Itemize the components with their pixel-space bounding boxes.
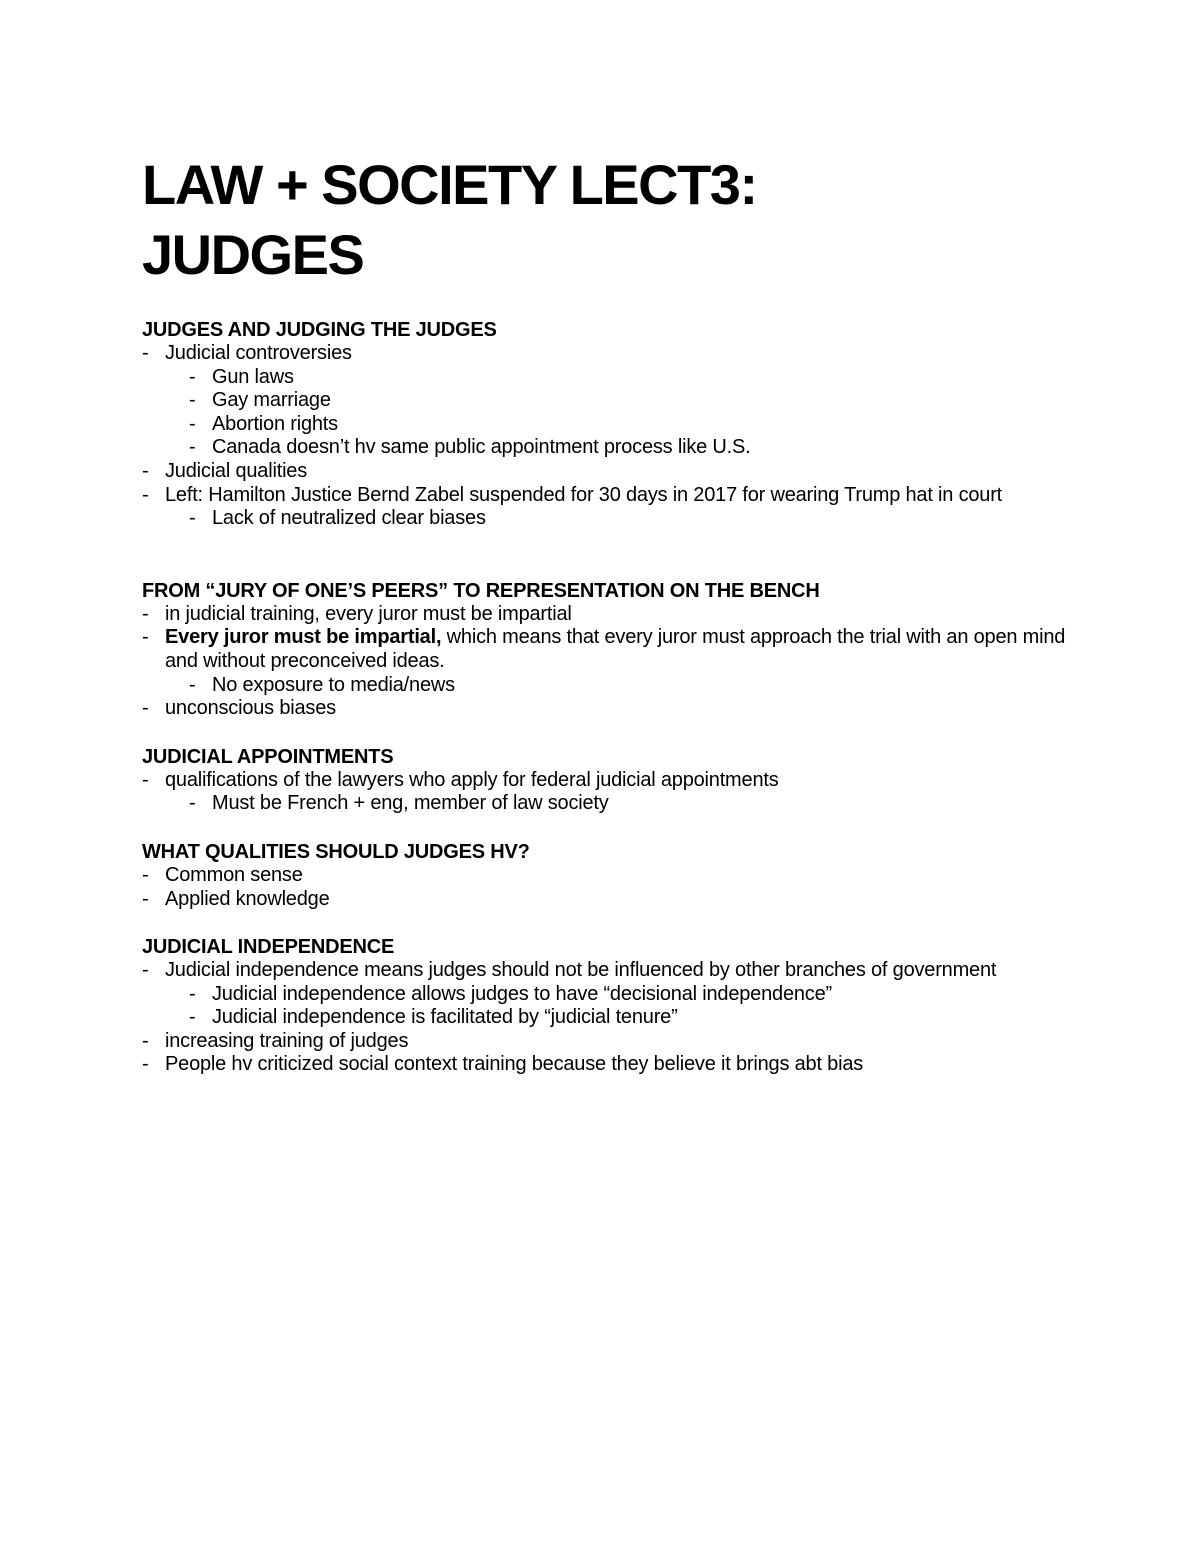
section-judicial-appointments bbox=[142, 745, 1082, 816]
list-item: - Judicial controversies bbox=[142, 342, 352, 364]
list-item: - increasing training of judges bbox=[142, 1029, 409, 1052]
list-item: - Every juror must be impartial, which means that every juror must approach the trial with an open mind and without preconceived ideas. bbox=[142, 626, 1066, 672]
section-judge-qualities bbox=[142, 840, 1082, 911]
list-item: - Judicial independence is facilitated by “judicial tenure” bbox=[189, 1006, 678, 1029]
title-line-2: JUDGES bbox=[142, 223, 364, 286]
bullet-list bbox=[142, 769, 1082, 816]
list-item: - Canada doesn’t hv same public appointment process like U.S. bbox=[189, 436, 751, 459]
list-item: - Must be French + eng, member of law society bbox=[189, 792, 609, 815]
list-item: - Left: Hamilton Justice Bernd Zabel suspended for 30 days in 2017 for wearing Trump hat in court bbox=[142, 483, 1003, 506]
spacer bbox=[142, 721, 1082, 745]
document-content bbox=[142, 150, 1082, 1077]
spacer bbox=[142, 531, 1082, 579]
dash-bullet: - bbox=[142, 768, 149, 791]
dash-bullet: - bbox=[142, 602, 149, 625]
dash-bullet: - bbox=[142, 1029, 149, 1052]
section-heading: FROM “JURY OF ONE’S PEERS” TO REPRESENTATION ON THE BENCH bbox=[142, 579, 820, 602]
dash-bullet: - bbox=[189, 436, 196, 459]
bullet-list bbox=[142, 864, 1082, 911]
section-heading: JUDICIAL INDEPENDENCE bbox=[142, 936, 395, 959]
dash-bullet: - bbox=[142, 863, 149, 886]
list-item: - People hv criticized social context training because they believe it brings abt bias bbox=[142, 1053, 864, 1076]
title-line-1: LAW + SOCIETY LECT3: bbox=[142, 153, 757, 216]
list-item: - No exposure to media/news bbox=[189, 673, 455, 696]
section-jury-of-peers bbox=[142, 579, 1082, 721]
document-title bbox=[142, 150, 1082, 290]
dash-bullet: - bbox=[189, 982, 196, 1005]
dash-bullet: - bbox=[189, 389, 196, 412]
dash-bullet: - bbox=[189, 365, 196, 388]
list-item: - Judicial qualities bbox=[142, 459, 308, 482]
bold-phrase: Every juror must be impartial, bbox=[165, 626, 442, 649]
dash-bullet: - bbox=[189, 792, 196, 815]
bullet-list bbox=[142, 959, 1082, 1077]
dash-bullet: - bbox=[142, 887, 149, 910]
bullet-list bbox=[142, 342, 1082, 531]
section-heading: JUDICIAL APPOINTMENTS bbox=[142, 745, 394, 768]
section-judicial-independence bbox=[142, 935, 1082, 1077]
section-heading: WHAT QUALITIES SHOULD JUDGES HV? bbox=[142, 840, 530, 863]
section-heading: JUDGES AND JUDGING THE JUDGES bbox=[142, 319, 497, 341]
dash-bullet: - bbox=[142, 959, 149, 982]
list-item: - Lack of neutralized clear biases bbox=[189, 507, 486, 530]
dash-bullet: - bbox=[142, 483, 149, 506]
bullet-list bbox=[142, 603, 1082, 721]
list-item: - Judicial independence means judges should not be influenced by other branches of government bbox=[142, 959, 997, 982]
list-item: - Gun laws bbox=[189, 365, 294, 388]
list-item: - Applied knowledge bbox=[142, 887, 330, 910]
list-item: - qualifications of the lawyers who apply for federal judicial appointments bbox=[142, 768, 779, 791]
list-item: - unconscious biases bbox=[142, 697, 336, 720]
dash-bullet: - bbox=[142, 697, 149, 720]
spacer bbox=[142, 816, 1082, 840]
dash-bullet: - bbox=[142, 1053, 149, 1076]
dash-bullet: - bbox=[142, 626, 149, 649]
dash-bullet: - bbox=[142, 459, 149, 482]
list-item: - Common sense bbox=[142, 863, 303, 886]
list-item: - Gay marriage bbox=[189, 389, 331, 412]
dash-bullet: - bbox=[189, 507, 196, 530]
section-judges-and-judging bbox=[142, 318, 1082, 531]
spacer bbox=[142, 911, 1082, 935]
dash-bullet: - bbox=[142, 342, 149, 364]
list-item: - Abortion rights bbox=[189, 412, 338, 435]
list-item: - Judicial independence allows judges to have “decisional independence” bbox=[189, 982, 832, 1005]
dash-bullet: - bbox=[189, 1006, 196, 1029]
list-item: - in judicial training, every juror must be impartial bbox=[142, 602, 572, 625]
dash-bullet: - bbox=[189, 673, 196, 696]
dash-bullet: - bbox=[189, 412, 196, 435]
